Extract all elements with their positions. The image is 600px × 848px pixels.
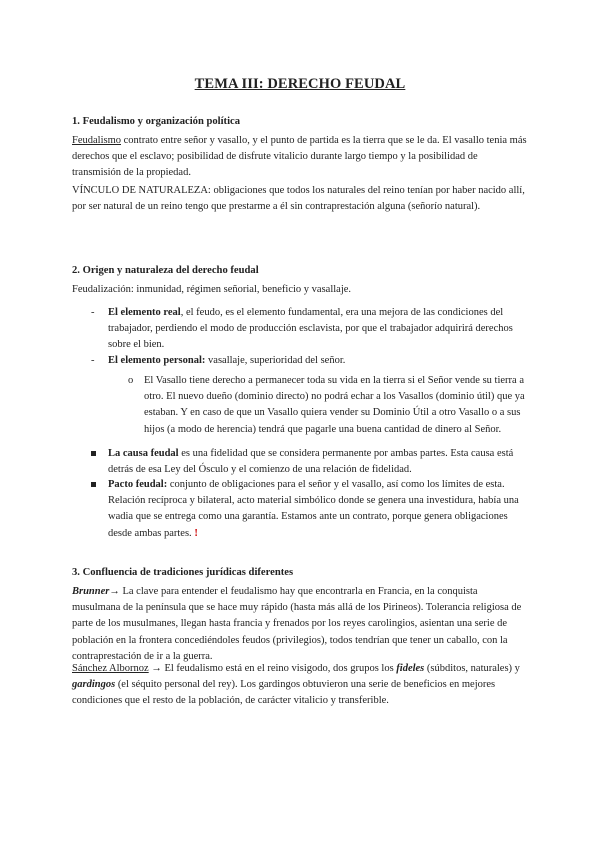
- section-2-heading: 2. Origen y naturaleza del derecho feudal: [72, 265, 259, 276]
- paragraph-text: → El feudalismo está en el reino visigodo, dos grupos los: [148, 663, 397, 674]
- term-gardingos: gardingos: [72, 679, 116, 691]
- list-item-causa-feudal: [108, 446, 528, 478]
- item-text: es una fidelidad que se considera permanente por ambas partes. Esta causa está detrás de esa Ley del Ósculo y el comienzo de una relación de fidelidad.: [108, 448, 514, 476]
- section-3-heading: 3. Confluencia de tradiciones jurídicas diferentes: [72, 567, 294, 578]
- item-text: , el feudo, es el elemento fundamental, era una mejora de las condiciones del trabajador, perdiendo el modo de producción esclavista, por que el trabajador adquirirá derechos sobre el bien.: [108, 307, 513, 351]
- exclamation-mark: !: [194, 527, 198, 539]
- dash-bullet: -: [91, 355, 95, 366]
- paragraph-sanchez-albornoz: [72, 661, 528, 710]
- paragraph-text: contrato entre señor y vasallo, y el punto de partida es la tierra que se le da. El vasallo tenia más derechos que el esclavo; posibilidad de disfrute vitalicio durante largo tiempo y la posibilidad de transmisión de la propiedad.: [72, 135, 527, 179]
- page-title: TEMA III: DERECHO FEUDAL: [194, 76, 406, 92]
- item-label: El elemento real: [108, 307, 181, 318]
- list-item-elemento-personal: [108, 353, 528, 369]
- section-1-heading: 1. Feudalismo y organización política: [72, 116, 241, 127]
- author-brunner: Brunner: [72, 586, 110, 597]
- list-item-pacto-feudal: [108, 477, 528, 542]
- item-label: Pacto feudal:: [108, 479, 168, 490]
- dash-bullet: -: [91, 307, 95, 318]
- sub-list-item-vasallo: El Vasallo tiene derecho a permanecer toda su vida en la tierra si el Señor vende su tierra a otro. El nuevo dueño (dominio directo) no podrá echar a los Vasallos (dominio útil) que ya estaban. Y en caso de que un Vasallo quiera vender su Dominio Útil a otro Vasallo o a sus hijos (a modo de herencia) tendrá que pagarle una buena cantidad de dinero al Señor.: [144, 375, 525, 435]
- section-1-paragraph-2: VÍNCULO DE NATURALEZA: obligaciones que todos los naturales del reino tenían por haber nacido allí, por ser natural de un reino tengo que prestarme a él sin contraprestación alguna (señorío natural).: [72, 185, 525, 213]
- author-sanchez-albornoz: Sánchez Albornoz: [72, 663, 149, 674]
- list-item-elemento-real: [108, 305, 528, 354]
- item-text: conjunto de obligaciones para el señor y el vasallo, así como los límites de esta. Relación recíproca y bilateral, acto material simbólico donde se genera una investidura, había una wadia que se entrega como una garantía. Estamos ante un contrato, porque genera obligaciones desde ambas partes.: [108, 479, 519, 539]
- paragraph-text: (súbditos, naturales) y: [424, 663, 520, 674]
- item-label: El elemento personal:: [108, 355, 206, 366]
- term-feudalismo: Feudalismo: [72, 135, 121, 146]
- term-fideles: fideles: [396, 663, 425, 674]
- section-1-paragraph-1: [72, 133, 528, 182]
- paragraph-brunner: [72, 584, 528, 665]
- square-bullet: [91, 446, 96, 462]
- square-bullet: [91, 477, 96, 493]
- item-text: vasallaje, superioridad del señor.: [205, 355, 346, 366]
- item-label: La causa feudal: [108, 448, 179, 459]
- paragraph-text: → La clave para entender el feudalismo hay que encontrarla en Francia, en la conquista musulmana de la península que se hace muy rápido (hasta más allá de los Pirineos). Tolerancia religiosa de parte de los musulmanes, llegan hasta francia y frenados por los reyes carolingios, asientan una serie de población en la frontera concediéndoles feudos (privilegios), todos tendrían que tener un caballo, con la contraprestación de ir a la guerra.: [72, 586, 522, 662]
- circle-bullet: o: [128, 375, 134, 386]
- section-2-intro: Feudalización: inmunidad, régimen señorial, beneficio y vasallaje.: [72, 284, 352, 295]
- paragraph-text: (el séquito personal del rey). Los gardingos obtuvieron una serie de beneficios en mejores condiciones que el resto de la población, de carácter vitalicio y transferible.: [72, 679, 496, 707]
